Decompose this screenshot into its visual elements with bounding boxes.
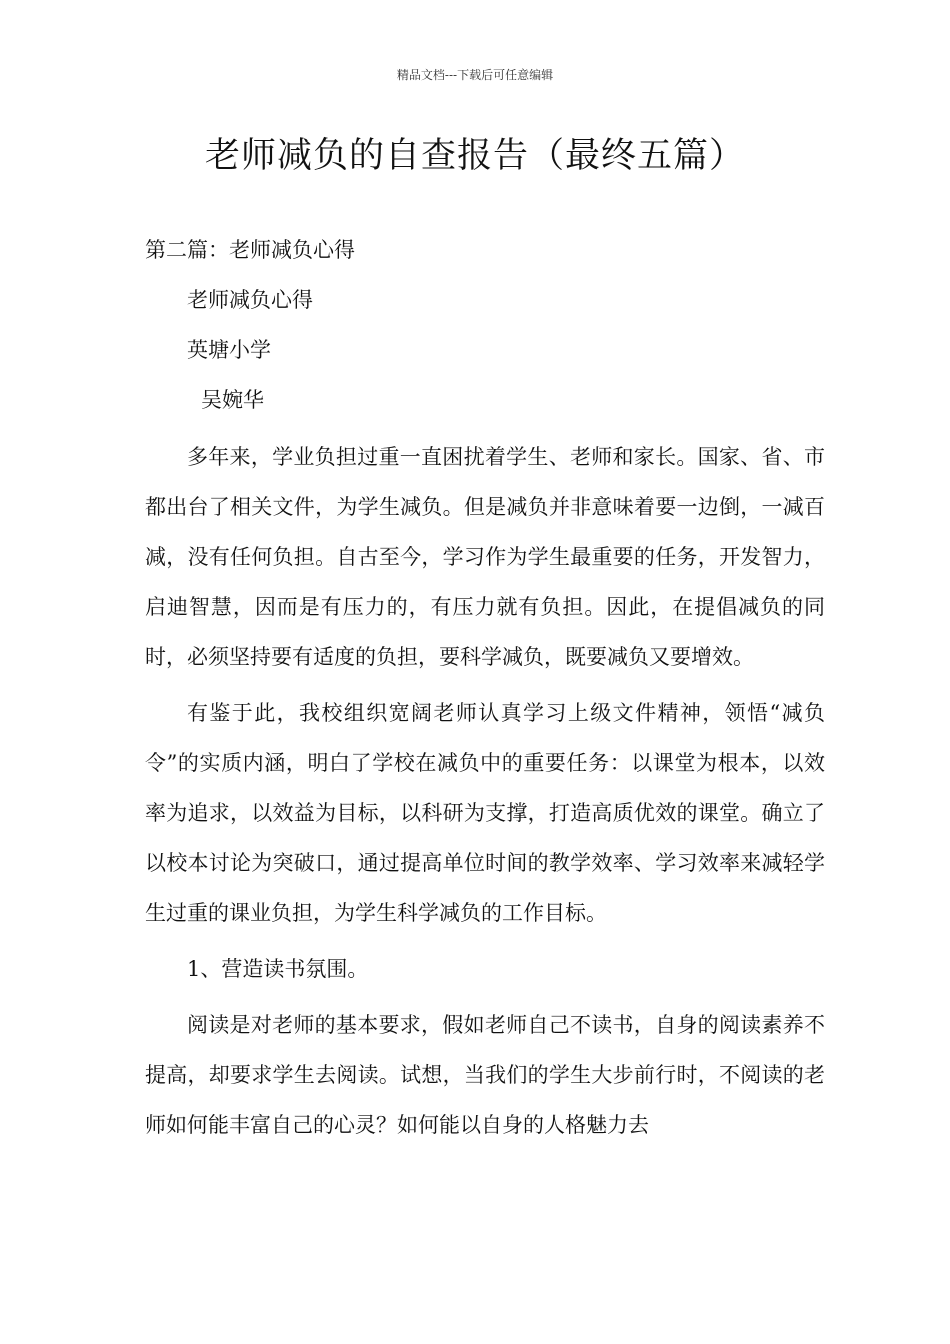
section-heading: 第二篇：老师减负心得 [145, 238, 355, 262]
paragraph: 多年来，学业负担过重一直困扰着学生、老师和家长。国家、省、市都出台了相关文件，为学生减负。但是减负并非意味着要一边倒，一减百减，没有任何负担。自古至今，学习作为学生最重要的任务，开发智力，启迪智慧，因而是有压力的，有压力就有负担。因此，在提倡减负的同时，必须坚持要有适度的负担，要科学减负，既要减负又要增效。 [145, 445, 825, 669]
document-body [145, 232, 825, 1150]
header-note: 精品文档---下载后可任意编辑 [396, 68, 554, 82]
paragraph: 阅读是对老师的基本要求，假如老师自己不读书，自身的阅读素养不提高，却要求学生去阅读。试想，当我们的学生大步前行时，不阅读的老师如何能丰富自己的心灵？如何能以自身的人格魅力去 [145, 1013, 825, 1137]
paragraph: 有鉴于此，我校组织宽阔老师认真学习上级文件精神，领悟“减负令”的实质内涵，明白了学校在减负中的重要任务：以课堂为根本，以效率为追求，以效益为目标，以科研为支撑，打造高质优效的课堂。确立了以校本讨论为突破口，通过提高单位时间的教学效率、学习效率来减轻学生过重的课业负担，为学生科学减负的工作目标。 [145, 701, 825, 925]
list-heading: 1、营造读书氛围。 [187, 957, 369, 981]
school-name: 英塘小学 [187, 338, 271, 362]
author-name: 吴婉华 [201, 388, 264, 412]
document-title: 老师减负的自查报告（最终五篇） [204, 136, 745, 176]
subtitle: 老师减负心得 [187, 288, 313, 312]
